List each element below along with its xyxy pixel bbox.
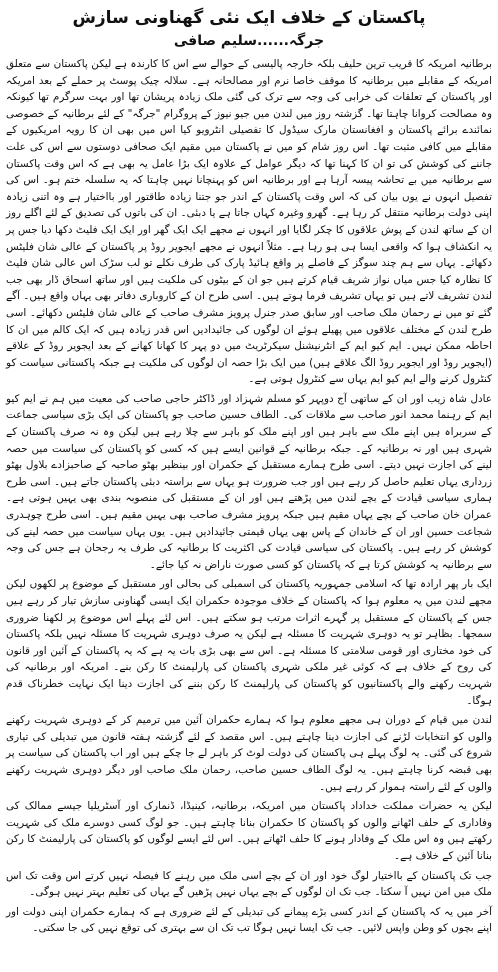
- article-paragraph: ایک بار پھر ارادہ تھا کہ اسلامی جمہوریہ پاکستان کی اسمبلی کی بحالی اور مستقبل کے موضوع پر لکھوں لیکن مجھے لندن میں یہ معلوم ہوا کہ پاکستان کے خلاف موجودہ حکمران ایک ایسی گھناونی سازش تیار کر رہے ہیں جس کے پاکستان کے مستقبل پر گہرے اثرات مرتب ہو سکتے ہیں۔ اس لئے پہلے اس موضوع پر لکھنا ضروری سمجھا۔ بظاہر تو یہ دوہری شہریت کا مسئلہ ہے لیکن یہ صرف دوہری شہریت کا مسئلہ نہیں بلکہ پاکستان کی خود مختاری اور قومی سلامتی کا مسئلہ ہے۔ اس سے بھی بڑی بات یہ ہے کہ یہ پاکستان کے آئین اور قانون کی روح کے خلاف ہے کہ کوئی غیر ملکی شہری پاکستان کی پارلیمنٹ کا رکن بنے۔ امریکہ اور برطانیہ کی شہریت رکھنے والے پاکستانیوں کو پاکستان کی پارلیمنٹ کا رکن بننے کی اجازت دینا ایک نہایت خطرناک قدم ہوگا۔: [6, 578, 492, 707]
- article-paragraph: جب تک پاکستان کے بااختیار لوگ خود اور ان کے بچے اسی ملک میں رہنے کا فیصلہ نہیں کرتے اس وقت تک اس ملک میں امن نہیں آ سکتا۔ جب تک ان لوگوں کے بچے یہاں نہیں پڑھیں گے یہاں کی تعلیم بہتر نہیں ہوگی۔: [6, 869, 492, 899]
- article-paragraph: آخر میں یہ کہ پاکستان کے اندر کسی بڑے پیمانے کی تبدیلی کے لئے ضروری ہے کہ ہمارے حکمران اپنی دولت اور اپنے بچوں کو وطن واپس لائیں۔ جب تک ایسا نہیں ہوگا تب تک ان سے بہتری کی توقع نہیں کی جا سکتی۔: [6, 905, 492, 935]
- article-paragraph: برطانیہ امریکہ کا قریب ترین حلیف بلکہ خارجہ پالیسی کے حوالے سے اس کا کارندہ ہے لیکن پاکستان سے متعلق امریکہ کے مقابلے میں برطانیہ کا موقف خاصا نرم اور مصالحانہ ہے۔ سلالہ چیک پوسٹ پر حملے کے بعد امریکہ اور پاکستان کے تعلقات کی خرابی کی وجہ سے ترک کی گئی ملک زیادہ پریشان تھا اور بہت سرگرم تھا کیونکہ وہ مصالحت کروانا چاہتا تھا۔ گزشتہ روز میں لندن میں جیو نیوز کے پروگرام "جرگہ" کے لئے برطانیہ کے خصوصی نمائندے برائے پاکستان و افغانستان مارک سیڈول کا تفصیلی انٹرویو کیا اس میں بھی ان کا رویہ امریکیوں کے مقابلے میں کافی مثبت تھا۔ اس روز شام کو میں نے پاکستان میں مقیم ایک صحافی دوستوں سے اس کی علت جاننے کی کوشش کی تو ان کا کہنا تھا کہ دیگر عوامل کے علاوہ ایک بڑا عامل یہ بھی ہے کہ اس وقت پاکستان سے برطانیہ میں بے تحاشہ پیسہ آرہا ہے اور برطانیہ اس کو پہنچانا نہیں چاہتا کہ یہ سلسلہ ختم ہو۔ اس کی تفصیل انہوں نے یوں بیان کی کہ اس وقت پاکستان کے اندر جو جتنا زیادہ طاقتور اور بااختیار ہے وہ اتنی زیادہ اپنی دولت برطانیہ منتقل کر رہا ہے۔ گھرو وغیرہ کہاں جاتا ہے یا دبئی۔ ان کی باتوں کی تصدیق کے لئے اگلے روز ان کے ساتھ لندن کے پوش علاقوں کا چکر لگایا اور انہوں نے مجھے ایک ایک گھر اور ایک ایک فلیٹ دکھا دیا جس پر یہ انکشاف ہوا کہ واقعی ایسا ہی ہو رہا ہے۔ مثلاً انہوں نے مجھے ایجویر روڈ پر پاکستان کے عالی شان فلیٹس دکھائے۔ یہاں سے ہم چند سوگز کے فاصلے پر واقع ہائیڈ پارک کی طرف نکلے تو لب سڑک اس عالی شان فلیٹ کا نظارہ کیا جس میاں نواز شریف قیام کرتے ہیں جو ان کے بیٹوں کی ملکیت ہیں اور ساتھ اسحاق ڈار بھی جب لندن تشریف لاتے ہیں تو یہاں تشریف فرما ہوتے ہیں۔ اسی طرح ان کے کاروباری دفاتر بھی یہاں واقع ہیں۔ آگے گئے تو میں نے رحمان ملک صاحب اور سابق صدر جنرل پرویز مشرف صاحب کے عالی شان فلیٹس دکھائے۔ اسی طرح لندن کے مختلف علاقوں میں پھیلے ہوئے ان لوگوں کی جائیدادیں اس قدر زیادہ ہیں کہ ایک کالم میں ان کا احاطہ ممکن نہیں۔ ایم کیو ایم کے انٹرنیشنل سیکرٹریٹ میں دو پہر کا کھانا کھانے کے بعد ایجویر روڈ کے علاقے (ایجویر روڈ اور ایجویر روڈ الگ علاقے ہیں) میں ایک بڑا حصہ ان لوگوں کی ملکیت ہے جبکہ پاکستانی سیاست کو کنٹرول کرنے والے ایم کیو ایم یہاں سے کنٹرول ہوتی ہے۔: [6, 58, 492, 386]
- article-title: پاکستان کے خلاف ایک نئی گھناونی سازش: [72, 8, 426, 28]
- article-paragraph: لندن میں قیام کے دوران ہی مجھے معلوم ہوا کہ ہمارے حکمران آئین میں ترمیم کر کے دوہری شہریت رکھنے والوں کو انتخابات لڑنے کی اجازت دینا چاہتے ہیں۔ اس مقصد کے لئے گزشتہ ہفتہ قانون میں تبدیلی کی تیاری شروع کی گئی۔ یہ لوگ پہلے ہی پاکستان کی دولت لوٹ کر باہر لے جا چکے ہیں اور اب پاکستان کی سیاست پر بھی قبضہ کرنا چاہتے ہیں۔ یہ لوگ الطاف حسین صاحب، رحمان ملک صاحب اور دیگر دوہری شہریت رکھنے والوں کے لئے راستہ ہموار کر رہے ہیں۔: [6, 714, 492, 793]
- article-paragraph: لیکن یہ حضرات مملکت خداداد پاکستان میں امریکہ، برطانیہ، کینیڈا، ڈنمارک اور آسٹریلیا جیسے ممالک کی وفاداری کے حلف اٹھانے والوں کو پاکستان کا حکمران بنانا چاہتے ہیں۔ جو لوگ کسی دوسرے ملک کی شہریت رکھتے ہیں وہ اس ملک کے وفادار ہونے کا حلف اٹھاتے ہیں۔ اس لئے ایسے لوگوں کو پاکستان کی پارلیمنٹ کا رکن بنانا آئین کے خلاف ہے۔: [6, 800, 492, 862]
- article-byline: جرگہ......سلیم صافی: [173, 33, 325, 49]
- article-paragraph: عادل شاہ زیب اور ان کے ساتھی آج دوپہر کو مسلم شہزاد اور ڈاکٹر حاجی صاحب کی معیت میں ہم نے ایم کیو ایم کے رہنما محمد انور صاحب سے ملاقات کی۔ الطاف حسین صاحب جو پاکستان کی ایک بڑی سیاسی جماعت کے سربراہ ہیں اپنے ملک سے باہر ہیں اور اپنے ملک کو باہر سے چلا رہے ہیں لیکن وہ نہ صرف پاکستان کے شہری ہیں اور نہ برطانیہ کے۔ جبکہ برطانیہ کے قوانین ایسے ہیں کہ کسی کو پاکستان کی سیاست میں حصہ لینے کی اجازت نہیں دیتے۔ اسی طرح ہمارے مستقبل کے حکمران اور بینظیر بھٹو صاحبہ کے صاحبزادے بلاول بھٹو زرداری یہاں تعلیم حاصل کر رہے ہیں اور جب ضرورت ہو یہاں سے براستہ دبئی پاکستان جاتے ہیں۔ اسی طرح ہماری سیاسی قیادت کے بچے لندن میں پڑھتے ہیں اور ان کے مستقبل کی منصوبہ بندی بھی یہیں ہوتی ہے۔ عمران خان صاحب کے بچے یہاں مقیم ہیں جبکہ پرویز مشرف صاحب بھی یہیں مقیم ہیں۔ اسی طرح چوہدری شجاعت حسین اور ان کے خاندان کے پاس بھی یہاں قیمتی جائیدادیں ہیں۔ یوں یہاں سیاست میں حصہ لینے کی کوشش کر رہے ہیں۔ پاکستان کی سیاسی قیادت کی اکثریت کا برطانیہ کی طرف یہ رجحان ہے جس کی وجہ سے برطانیہ یہ کوشش کرتا ہے کہ پاکستان کو کسی صورت ناراض نہ کیا جائے۔: [6, 392, 492, 571]
- article-body: [6, 56, 492, 937]
